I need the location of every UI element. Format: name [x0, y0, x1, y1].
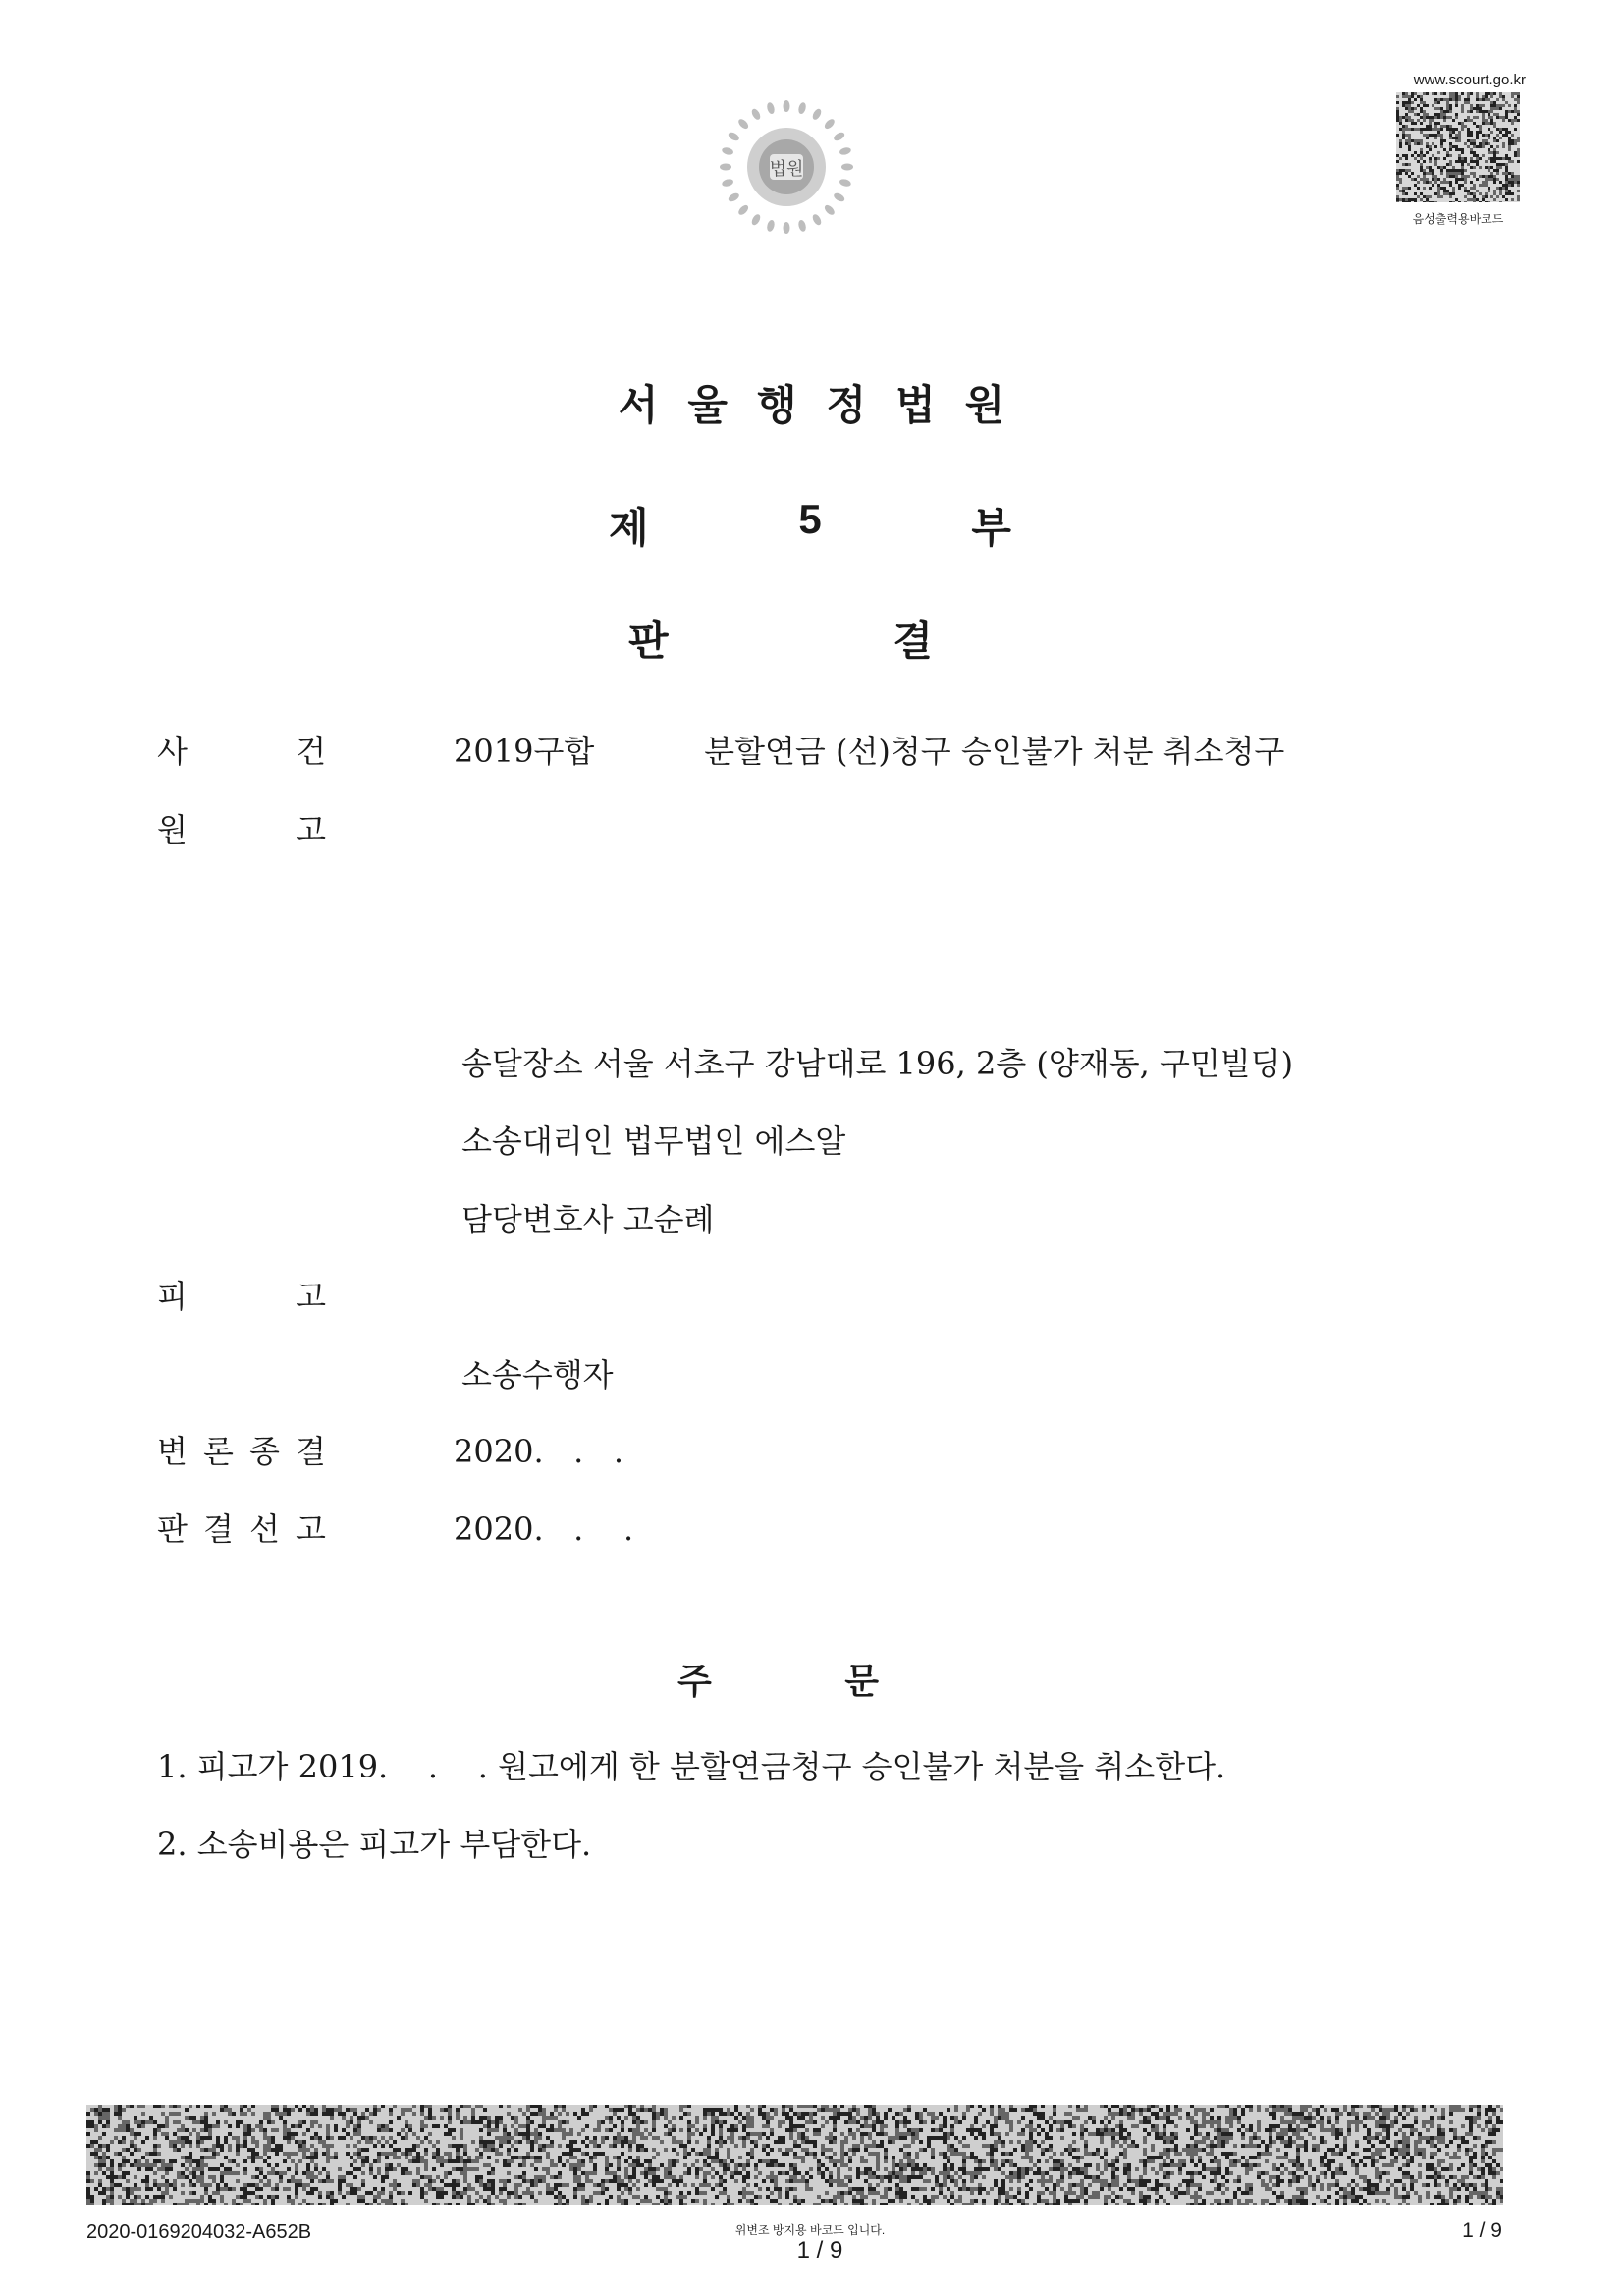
case-label [157, 727, 326, 772]
case-label-char: 사 [157, 733, 188, 770]
closing-label-char: 결 [296, 1433, 326, 1470]
defendant-label [157, 1272, 326, 1317]
defendant-label-char: 고 [296, 1278, 326, 1315]
voice-barcode-icon [1396, 92, 1520, 202]
case-label-char: 건 [296, 733, 326, 770]
closing-label-char: 종 [249, 1433, 280, 1470]
verdict-label-char: 판 [157, 1510, 188, 1548]
judgment-title [628, 609, 933, 668]
verdict-row [157, 1504, 633, 1550]
service-address: 송달장소 서울 서초구 강남대로 196, 2층 (양재동, 구민빌딩) [461, 1045, 1294, 1082]
verdict-date: 2020. . . [454, 1510, 634, 1548]
closing-label-char: 론 [203, 1433, 234, 1470]
verdict-label-char: 결 [203, 1510, 234, 1548]
division-number: 5 [798, 496, 822, 542]
anti-forgery-barcode-icon [86, 2105, 1503, 2205]
page-number-center: 1 / 9 [796, 2237, 843, 2264]
court-emblem-icon [711, 91, 862, 243]
closing-label-char: 변 [157, 1433, 188, 1470]
order-item: 1. 피고가 2019. . . 원고에게 한 분할연금청구 승인불가 처분을 취소한다. [157, 1748, 1226, 1785]
plaintiff-row [157, 805, 326, 850]
plaintiff-label-char: 고 [296, 811, 326, 848]
closing-label [157, 1427, 326, 1472]
plaintiff-label [157, 805, 326, 850]
division-title [609, 496, 1011, 555]
court-name: 서울행정법원 [618, 381, 1035, 429]
legal-agent: 소송대리인 법무법인 에스알 [461, 1122, 846, 1160]
litigation-executor: 소송수행자 [461, 1356, 614, 1394]
plaintiff-label-char: 원 [157, 811, 188, 848]
document-id: 2020-0169204032-A652B [86, 2221, 312, 2243]
barcode-url: www.scourt.go.kr [1413, 72, 1526, 88]
closing-row [157, 1427, 623, 1472]
verdict-label-char: 고 [296, 1510, 326, 1548]
verdict-label [157, 1504, 326, 1550]
page-number-right: 1 / 9 [1462, 2219, 1502, 2242]
order-item: 2. 소송비용은 피고가 부담한다. [157, 1826, 592, 1863]
order-title-char: 문 [844, 1661, 879, 1702]
division-char: 부 [971, 504, 1011, 552]
judgment-char: 결 [893, 617, 933, 665]
closing-date: 2020. . . [454, 1433, 623, 1470]
verdict-label-char: 선 [249, 1510, 280, 1548]
order-title [677, 1654, 879, 1704]
case-value: 2019구합 분할연금 (선)청구 승인불가 처분 취소청구 [454, 733, 1285, 770]
defendant-label-char: 피 [157, 1278, 188, 1315]
judgment-char: 판 [628, 617, 669, 665]
defendant-row [157, 1272, 326, 1317]
order-title-char: 주 [677, 1661, 712, 1702]
attorney-in-charge: 담당변호사 고순례 [461, 1201, 715, 1238]
emblem-text: 법원 [769, 159, 804, 180]
barcode-caption: 음성출력용바코드 [1412, 212, 1504, 226]
forgery-note: 위변조 방지용 바코드 입니다. [734, 2223, 886, 2237]
division-char: 제 [609, 504, 649, 552]
case-row [157, 727, 1284, 772]
